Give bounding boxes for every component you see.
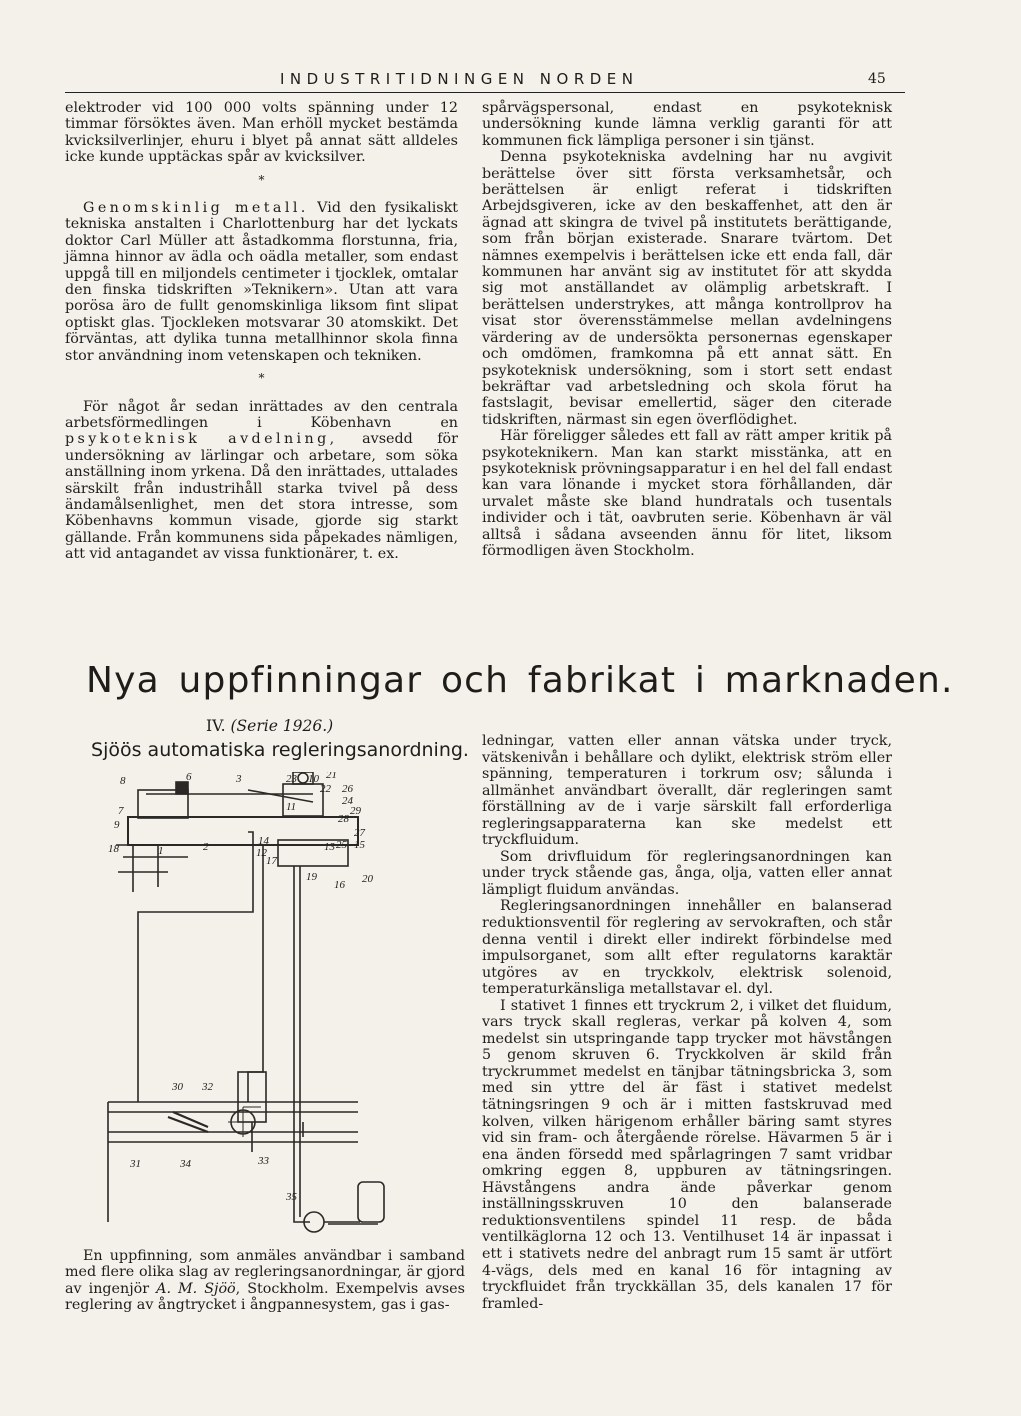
paragraph-critique: Här föreligger således ett fall av rätt amper kritik på psykoteknikern. Man kan starkt misstänka, att en psykoteknisk prövningsapparatur i en hel del fall endast kan vara lönande i mycket stora förhållanden, där urvalet måste ske bland hundratals och tusentals individer och i tät, oavbruten serie. Köbenhavn är väl alltså i sådana avseenden ännu för litet, liksom förmodligen även Stockholm. <box>482 428 892 559</box>
diagram-label: 17 <box>266 855 277 867</box>
paragraph-text: För något år sedan inrättades av den centrala arbetsförmedlingen i Köbenhavn en <box>65 398 458 431</box>
paragraph-body: Vid den fysikaliskt tekniska anstalten i Charlottenburg har det lyckats doktor Carl Müller att åstadkomma florstunna, fria, jämna hinnor av ädla och oädla metaller, som endast uppgå till en miljondels centimeter i tjocklek, omtalar den finska tidskriften »Teknikern». Utan att vara porösa äro de fullt genomskinliga liksom fint slipat optiskt glas. Tjockleken motsvarar 30 atomskikt. Det förväntas, att dylika tunna metallhinnor skola finna stor användning inom vetenskapen och tekniken. <box>65 200 459 364</box>
figure-caption <box>65 1248 465 1314</box>
diagram-label: 11 <box>286 801 297 813</box>
diagram-label: 19 <box>306 871 317 883</box>
paragraph-valve: Regleringsanordningen innehåller en balanserad reduktionsventil för reglering av servokraften, och står denna ventil i direkt eller indirekt förbindelse med impulsorganet, som allt efter regulatorns karaktär utgöres av en tryckkolv, elektrisk solenoid, temperaturkänsliga metallstavar el. dyl. <box>482 898 892 998</box>
diagram-label: 10 <box>308 773 319 785</box>
diagram-label: 25 <box>336 839 347 851</box>
diagram-label: 23 <box>286 773 297 785</box>
article-headline: Nya uppfinningar och fabrikat i marknaden. <box>86 660 954 701</box>
diagram-label: 26 <box>342 783 353 795</box>
paragraph-mechanism: I stativet 1 finnes ett tryckrum 2, i vilket det fluidum, vars tryck skall regleras, verkar på kolven 4, som medelst sin utspringande tapp trycker mot hävstången 5 genom skruven 6. Tryckkolven är skild från tryckrummet medelst en tänjbar tätningsbricka 3, som med sin yttre del är fäst i stativet medelst tätningsringen 9 och är i mitten fastskruvad med kolven, vilken härigenom erhåller bäring samt styres vid sin fram- och återgående rörelse. Hävarmen 5 är i ena änden försedd med spårlagringen 7 samt vridbar omkring eggen 8, uppburen av tätningsringen. Hävstångens andra ände påverkar genom inställningsskruven 10 den balanserade reduktionsventilens spindel 11 resp. de båda ventilkäglorna 12 och 13. Ventilhuset 14 är inpassat i ett i stativets nedre del anbragt rum 15 samt är utfört 4-vägs, dels med en kanal 16 för intagning av tryckfluidet från tryckkällan 35, dels kanalen 17 för framled- <box>482 997 892 1312</box>
paragraph-text: avsedd för undersökning av lärlingar och arbetare, som söka anställning inom yrkena. Då den inrättades, uttalades särskilt från industrihåll starka tvivel på dess ändamålsenlighet, men det stora intresse, som Köbenhavns kommun visade, gjorde sig starkt gällande. Från kommunens sida påpekades nämligen, att vid antagandet av vissa funktionärer, t. ex. <box>65 431 458 563</box>
diagram-label: 16 <box>334 879 345 891</box>
paragraph-drive-fluid: Som drivfluidum för regleringsanordningen kan under tryck stående gas, ånga, olja, vatten eller annat lämpligt fluidum användas. <box>482 848 892 898</box>
diagram-label: 6 <box>186 772 192 783</box>
diagram-label: 33 <box>258 1155 269 1167</box>
diagram-label: 1 <box>158 845 164 857</box>
diagram-label: 14 <box>258 835 269 847</box>
diagram-label: 21 <box>326 772 337 781</box>
diagram-label: 8 <box>120 775 126 787</box>
left-column-top <box>65 100 458 563</box>
paragraph-report: Denna psykotekniska avdelning har nu avgivit berättelse över sitt första verksamhetsår, och berättelsen är enligt referat i tidskriften Arbejdsgiveren, icke av den beskaffenhet, att den är ägnad att skingra de tvivel på institutets berättigande, som från början existerade. Snarare tvärtom. Det nämnes exempelvis i berättelsen icke ett enda fall, där kommunen har använt sig av institutet för att skydda sig mot anställandet av olämplig arbetskraft. I berättelsen understrykes, att många kontrollprov ha visat stor överensstämmelse mellan avdelningens värdering av de undersökta personernas egenskaper och omdömen, framkomna på ett annat sätt. En psykoteknisk undersökning, som i stort sett endast bekräftar vad arbetsledning och skola förut ha fastslagit, bevisar emellertid, säger den citerade tidskriften, närmast sin egen överflödighet. <box>482 149 892 428</box>
diagram-label: 30 <box>172 1081 183 1093</box>
diagram-label: 35 <box>286 1191 297 1203</box>
right-column-article <box>482 733 892 1312</box>
series-year: (Serie 1926.) <box>230 717 334 735</box>
regulator-diagram <box>98 772 388 1242</box>
diagram-label: 28 <box>338 813 349 825</box>
paragraph-transparent-metal <box>65 200 458 364</box>
diagram-label: 31 <box>130 1158 141 1170</box>
diagram-label: 27 <box>354 827 365 839</box>
diagram-label: 32 <box>202 1081 213 1093</box>
paragraph-continued: ledningar, vatten eller annan vätska under tryck, vätskenivån i behållare och dylikt, elektrisk ström eller spänning, temperaturen i torkrum osv; sålunda i allmänhet användbart överallt, där regleringen samt förställning av de i varje särskilt fall erforderliga regleringsapparaterna kan ske medelst ett tryckfluidum. <box>482 733 892 849</box>
diagram-label: 22 <box>320 783 331 795</box>
diagram-label: 13 <box>324 841 335 853</box>
diagram-label: 7 <box>118 805 124 817</box>
diagram-label: 20 <box>362 873 373 885</box>
series-numeral: IV. <box>206 717 226 735</box>
diagram-label: 18 <box>108 843 119 855</box>
separator-star: * <box>258 172 265 187</box>
separator-star: * <box>258 371 265 386</box>
caption-text: En uppfinning, som anmäles användbar i samband med flere olika slag av regleringsanordningar, är gjord av ingenjör <box>65 1248 465 1297</box>
diagram-label: 9 <box>114 819 120 831</box>
diagram-label: 15 <box>354 839 365 851</box>
diagram-label: 3 <box>236 773 242 785</box>
diagram-label: 34 <box>180 1158 191 1170</box>
diagram-label: 24 <box>342 795 353 807</box>
inventor-name: A. M. Sjöö <box>156 1280 236 1297</box>
journal-title: INDUSTRITIDNINGEN NORDEN <box>280 70 639 88</box>
right-column-top <box>482 100 892 559</box>
series-label <box>206 717 333 735</box>
section-lead-transparent-metal: Genomskinlig metall. <box>83 200 309 217</box>
header-rule <box>65 92 905 93</box>
article-subhead: Sjöös automatiska regleringsanordning. <box>91 739 469 761</box>
paragraph-psychotechnical <box>65 399 458 563</box>
diagram-label: 12 <box>256 847 267 859</box>
diagram-label: 29 <box>350 805 361 817</box>
spaced-term: psykoteknisk avdelning, <box>65 431 338 448</box>
paragraph-continued: spårvägspersonal, endast en psykoteknisk undersökning kunde lämna verklig garanti för att kommunen fick lämpliga personer i sin tjänst. <box>482 100 892 149</box>
diagram-label: 2 <box>203 841 209 853</box>
caption-text: , Stockholm. Exempelvis avses reglering av ångtrycket i ångpannesystem, gas i gas- <box>65 1280 465 1314</box>
paragraph-electrodes: elektroder vid 100 000 volts spänning under 12 timmar försöktes även. Man erhöll mycket bestämda kvicksilverlinjer, ehuru i blyet på annat sätt alldeles icke kunde upptäckas spår av kvicksilver. <box>65 100 458 166</box>
page-number: 45 <box>868 71 886 87</box>
